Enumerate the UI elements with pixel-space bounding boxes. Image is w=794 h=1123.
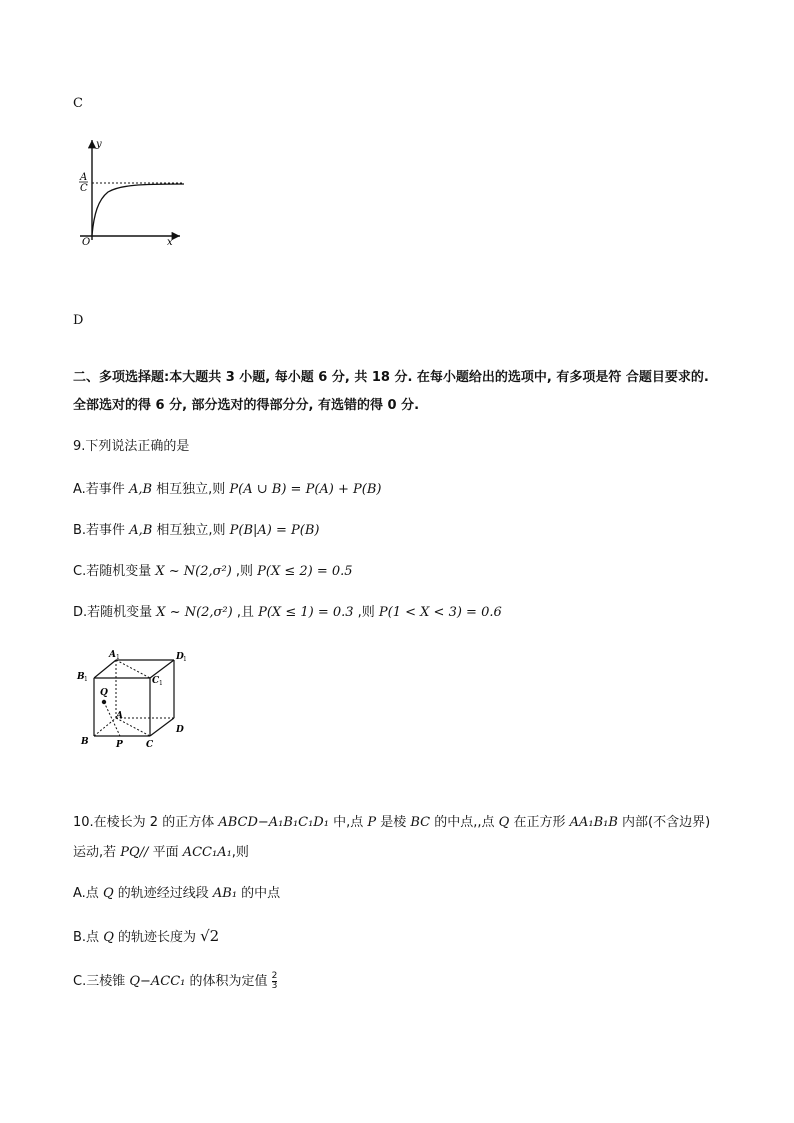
q10-a-end: 的中点 (237, 886, 281, 901)
q10-pq: PQ// (120, 845, 149, 860)
q10-b-mid: 的轨迹长度为 (113, 930, 201, 945)
label-q: Q (100, 688, 108, 698)
q9-d-mid2: ,则 (353, 605, 379, 620)
label-c: C (146, 740, 154, 750)
label-c1: C (152, 676, 160, 686)
option-d-label: D (73, 313, 84, 328)
q9-option-d (73, 604, 502, 622)
q9-a-mid: 相互独立,则 (152, 482, 230, 497)
q10-option-b (73, 927, 219, 947)
label-b1-sub: 1 (84, 676, 88, 683)
option-c-label: C (73, 96, 83, 111)
q10-c-solid: Q−ACC₁ (129, 974, 186, 989)
q10-c-mid: 的体积为定值 (185, 974, 272, 989)
q9-c-mid: ,则 (231, 564, 258, 579)
q9-option-a (73, 481, 381, 499)
q10-option-a (73, 885, 280, 903)
q9-option-b (73, 522, 320, 540)
q10-c-fraction (272, 972, 278, 991)
q10-c-num: 2 (271, 971, 278, 981)
section-heading-line2: 全部选对的得 6 分, 部分选对的得部分分, 有选错的得 0 分. (73, 398, 420, 413)
q10-bc: BC (410, 815, 431, 830)
q10-option-c (73, 972, 277, 991)
label-a1-sub: 1 (116, 654, 120, 661)
q10-a-q: Q (102, 886, 114, 901)
label-c1-sub: 1 (159, 680, 163, 687)
q10-l2-c: ,则 (231, 845, 249, 860)
cube-figure (74, 646, 204, 756)
point-q (102, 700, 106, 704)
q10-l1-c: 是棱 (376, 815, 411, 830)
q9-d-formula1: P(X ≤ 1) = 0.3 (258, 605, 354, 620)
q10-l1-d: 的中点,,点 (430, 815, 499, 830)
q10-l1-a: 10.在棱长为 2 的正方体 (73, 815, 219, 830)
label-d1: D (176, 652, 184, 662)
q9-a-formula: P(A ∪ B) = P(A) + P(B) (229, 482, 382, 497)
q9-d-prefix: D.若随机变量 (73, 605, 157, 620)
asymptote-denominator: C (80, 183, 88, 194)
q10-c-den: 3 (271, 981, 278, 991)
asymptote-graph (74, 134, 194, 254)
q10-b-prefix: B.点 (73, 930, 104, 945)
q10-a-mid: 的轨迹经过线段 (113, 886, 213, 901)
q10-c-prefix: C.三棱锥 (73, 974, 130, 989)
label-a: A (116, 711, 123, 721)
q9-d-formula2: P(1 < X < 3) = 0.6 (378, 605, 502, 620)
q9-b-prefix: B.若事件 (73, 523, 130, 538)
q10-l1-e: 在正方形 (509, 815, 570, 830)
q10-l2-b: 平面 (148, 845, 183, 860)
q10-b-q: Q (103, 930, 114, 945)
label-a1: A (109, 650, 116, 660)
asymptote-numerator: A (80, 172, 88, 183)
q10-stem-line1 (73, 814, 710, 832)
q9-stem: 9.下列说法正确的是 (73, 439, 190, 454)
label-p: P (116, 740, 123, 750)
origin-label: O (82, 237, 91, 248)
q10-l2-a: 运动,若 (73, 845, 121, 860)
q10-cube-name: ABCD−A₁B₁C₁D₁ (218, 815, 329, 830)
q10-face: AA₁B₁B (569, 815, 618, 830)
q10-b-val: √2 (200, 927, 220, 945)
label-b: B (81, 737, 89, 747)
q9-d-mid1: ,且 (232, 605, 259, 620)
q9-c-formula: P(X ≤ 2) = 0.5 (257, 564, 353, 579)
q10-p: P (367, 815, 377, 830)
q10-l1-f: 内部(不含边界) (617, 815, 711, 830)
q9-b-formula: P(B|A) = P(B) (229, 523, 320, 538)
q10-a-prefix: A.点 (73, 886, 103, 901)
curve (92, 184, 184, 235)
q9-a-vars: A,B (128, 482, 153, 497)
label-b1: B (77, 672, 85, 682)
q10-l1-b: 中,点 (328, 815, 368, 830)
q9-a-prefix: A.若事件 (73, 482, 129, 497)
q9-d-dist: X ~ N(2,σ²) (156, 605, 233, 620)
q9-c-dist: X ~ N(2,σ²) (155, 564, 232, 579)
q9-b-vars: A,B (129, 523, 153, 538)
q10-q: Q (498, 815, 510, 830)
section-heading-line1: 二、多项选择题:本大题共 3 小题, 每小题 6 分, 共 18 分. 在每小题给出的选项中, 有多项是符 合题目要求的. (73, 370, 709, 385)
label-d1-sub: 1 (183, 656, 187, 663)
x-axis-label: x (167, 237, 173, 248)
q9-b-mid: 相互独立,则 (152, 523, 230, 538)
q10-plane: ACC₁A₁ (182, 845, 232, 860)
label-d: D (176, 725, 184, 735)
q9-c-prefix: C.若随机变量 (73, 564, 156, 579)
q9-option-c (73, 563, 353, 581)
q10-stem-line2 (73, 844, 249, 862)
y-axis-label: y (96, 139, 102, 150)
q10-a-seg: AB₁ (212, 886, 238, 901)
